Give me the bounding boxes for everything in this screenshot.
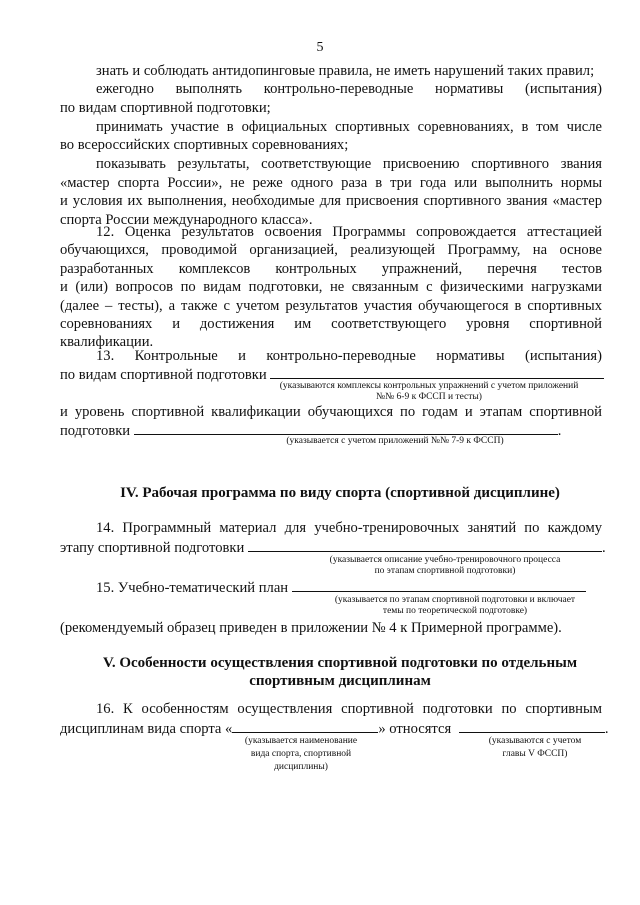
text-line: (рекомендуемый образец приведен в приложении № 4 к Примерной программе). (60, 620, 562, 636)
footnote-hint: темы по теоретической подготовке) (382, 606, 528, 616)
text-line: принимать участие в официальных спортивных соревнованиях, в том числе (96, 119, 602, 135)
text-fragment: по видам спортивной подготовки (60, 367, 267, 383)
text-fragment: . (557, 423, 562, 439)
text-line: показывать результаты, соответствующие присвоению спортивного звания (96, 156, 602, 172)
fill-in-line (248, 539, 602, 552)
text-line: 13. Контрольные и контрольно-переводные нормативы (испытания) (96, 348, 602, 364)
text-fragment: » относятся (378, 721, 452, 737)
text-line: и условия их выполнения, необходимые для присвоения спортивного звания «мастер (60, 193, 602, 209)
footnote-hint: (указываются комплексы контрольных упражнений с учетом приложений (279, 381, 579, 391)
section-heading: спортивным дисциплинам (249, 673, 431, 689)
text-line: спорта России международного класса». (60, 212, 313, 228)
text-line: 16. К особенностям осуществления спортивной подготовки по спортивным (96, 701, 602, 717)
text-line: и (или) вопросов по видам подготовки, не связанным с физическими нагрузками (60, 279, 602, 295)
text-fragment: . (604, 721, 609, 737)
text-fragment: . (601, 540, 606, 556)
text-line: 14. Программный материал для учебно-тренировочных занятий по каждому (96, 520, 602, 536)
text-line: обучающихся, проводимой организацией, реализующей Программу, на основе (60, 242, 602, 258)
footnote-hint: (указывается по этапам спортивной подготовки и включает (334, 595, 576, 605)
fill-in-line (134, 422, 558, 435)
text-line: знать и соблюдать антидопинговые правила, не иметь нарушений таких правил; (96, 63, 595, 79)
text-line: ежегодно выполнять контрольно-переводные нормативы (испытания) (96, 81, 602, 97)
footnote-hint: дисциплины) (274, 762, 328, 772)
text-line: 12. Оценка результатов освоения Программы сопровождается аттестацией (96, 224, 602, 240)
footnote-hint: (указывается описание учебно-тренировочного процесса (329, 555, 561, 565)
text-fragment: 15. Учебно-тематический план (96, 580, 289, 596)
text-line: соревнованиях и достижения им соответствующего уровня спортивной (60, 316, 602, 332)
fill-in-line (459, 720, 605, 733)
page-number: 5 (316, 40, 324, 55)
text-fragment: подготовки (60, 423, 131, 439)
text-fragment: дисциплинам вида спорта « (60, 721, 233, 737)
footnote-hint: №№ 6-9 к ФССП и тесты) (376, 392, 482, 402)
footnote-hint: главы V ФССП) (502, 749, 568, 759)
text-line: и уровень спортивной квалификации обучающихся по годам и этапам спортивной (60, 404, 602, 420)
fill-in-line (232, 720, 378, 733)
text-line: разработанных комплексов контрольных упражнений, перечня тестов (60, 261, 602, 277)
text-line: (далее – тесты), а также с учетом результатов участия обучающегося в спортивных (60, 298, 602, 314)
text-line: по видам спортивной подготовки; (60, 100, 271, 116)
footnote-hint: по этапам спортивной подготовки) (374, 566, 516, 576)
text-line: квалификации. (60, 334, 154, 350)
footnote-hint: (указывается наименование (244, 736, 358, 746)
footnote-hint: (указываются с учетом (488, 736, 582, 746)
section-heading: V. Особенности осуществления спортивной подготовки по отдельным (102, 655, 578, 671)
text-fragment: этапу спортивной подготовки (60, 540, 245, 556)
footnote-hint: вида спорта, спортивной (250, 749, 352, 759)
text-line: «мастер спорта России», не реже одного раза в три года или выполнить нормы (60, 175, 602, 191)
fill-in-line (270, 366, 604, 379)
footnote-hint: (указывается с учетом приложений №№ 7-9 к ФССП) (286, 436, 504, 446)
section-heading: IV. Рабочая программа по виду спорта (спортивной дисциплине) (120, 485, 560, 501)
fill-in-line (292, 579, 586, 592)
text-line: во всероссийских спортивных соревнованиях; (60, 137, 349, 153)
